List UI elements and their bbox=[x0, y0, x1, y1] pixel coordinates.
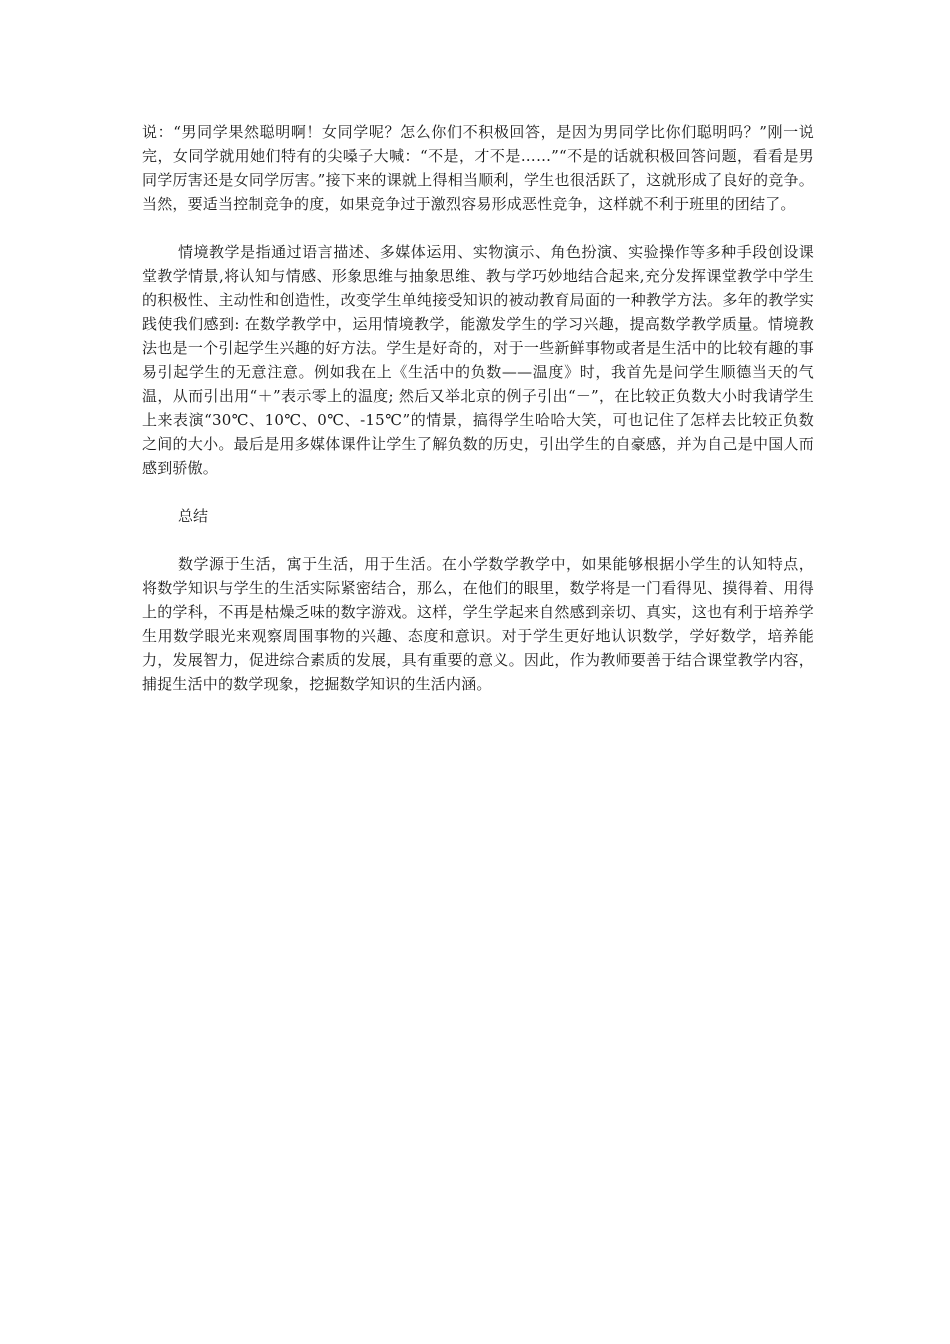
paragraph-spacer bbox=[142, 528, 814, 552]
paragraph-spacer bbox=[142, 480, 814, 504]
paragraph-competition: 说：“男同学果然聪明啊！女同学呢？怎么你们不积极回答，是因为男同学比你们聪明吗？”刚一说完，女同学就用她们特有的尖嗓子大喊：“不是，才不是……”“不是的话就积极回答问题，看看是男同学厉害还是女同学厉害。”接下来的课就上得相当顺利，学生也很活跃了，这就形成了良好的竞争。当然，要适当控制竞争的度，如果竞争过于激烈容易形成恶性竞争，这样就不利于班里的团结了。 bbox=[142, 123, 814, 213]
paragraph-conclusion: 数学源于生活，寓于生活，用于生活。在小学数学教学中，如果能够根据小学生的认知特点，将数学知识与学生的生活实际紧密结合，那么，在他们的眼里，数学将是一门看得见、摸得着、用得上的学科，不再是枯燥乏味的数字游戏。这样，学生学起来自然感到亲切、真实，这也有利于培养学生用数学眼光来观察周围事物的兴趣、态度和意识。对于学生更好地认识数学，学好数学，培养能力，发展智力，促进综合素质的发展，具有重要的意义。因此，作为教师要善于结合课堂教学内容，捕捉生活中的数学现象，挖掘数学知识的生活内涵。 bbox=[142, 555, 814, 693]
paragraph-spacer bbox=[142, 216, 814, 240]
document-page bbox=[142, 120, 814, 696]
section-heading-summary: 总结 bbox=[178, 507, 209, 525]
paragraph-situational-teaching: 情境教学是指通过语言描述、多媒体运用、实物演示、角色扮演、实验操作等多种手段创设课堂教学情景,将认知与情感、形象思维与抽象思维、教与学巧妙地结合起来,充分发挥课堂教学中学生的积极性、主动性和创造性，改变学生单纯接受知识的被动教育局面的一种教学方法。多年的教学实践使我们感到: 在数学教学中，运用情境教学，能激发学生的学习兴趣，提高数学教学质量。情境教法也是一个引起学生兴趣的好方法。学生是好奇的，对于一些新鲜事物或者是生活中的比较有趣的事易引起学生的无意注意。例如我在上《生活中的负数——温度》时，我首先是问学生顺德当天的气温，从而引出用“＋”表示零上的温度; 然后又举北京的例子引出“－”，在比较正负数大小时我请学生上来表演“30℃、10℃、0℃、-15℃”的情景，搞得学生哈哈大笑，可也记住了怎样去比较正负数之间的大小。最后是用多媒体课件让学生了解负数的历史，引出学生的自豪感，并为自己是中国人而感到骄傲。 bbox=[142, 243, 814, 477]
